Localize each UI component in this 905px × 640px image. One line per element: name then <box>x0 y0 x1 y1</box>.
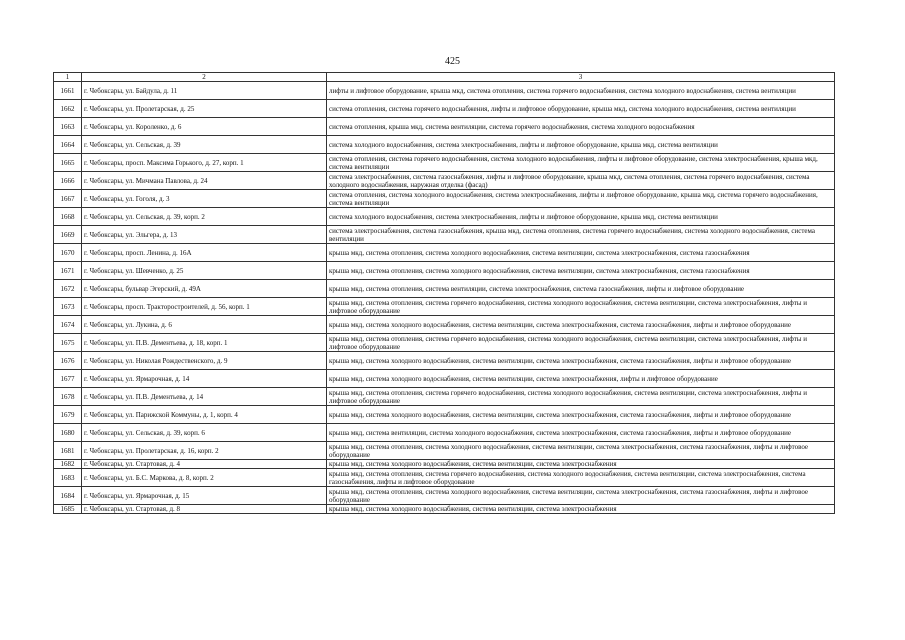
table-row <box>54 136 835 154</box>
row-address: г. Чебоксары, ул. Гоголя, д. 3 <box>82 190 327 208</box>
table-row <box>54 442 835 460</box>
row-address: г. Чебоксары, ул. Пролетарская, д. 16, корп. 2 <box>82 442 327 460</box>
row-works: крыша мкд, система отопления, система холодного водоснабжения, система вентиляции, система электроснабжения, система газоснабжения <box>327 262 835 280</box>
row-address: г. Чебоксары, ул. Стартовая, д. 8 <box>82 505 327 514</box>
row-address: г. Чебоксары, ул. Стартовая, д. 4 <box>82 460 327 469</box>
table-row <box>54 190 835 208</box>
row-works: крыша мкд, система отопления, система холодного водоснабжения, система вентиляции, система электроснабжения, система газоснабжения <box>327 244 835 262</box>
row-number: 1662 <box>54 100 82 118</box>
row-address: г. Чебоксары, ул. Сельская, д. 39 <box>82 136 327 154</box>
page-number: 425 <box>445 56 460 67</box>
row-address: г. Чебоксары, ул. Байдула, д. 11 <box>82 82 327 100</box>
table-row <box>54 226 835 244</box>
row-address: г. Чебоксары, ул. Сельская, д. 39, корп. 2 <box>82 208 327 226</box>
row-number: 1669 <box>54 226 82 244</box>
row-number: 1676 <box>54 352 82 370</box>
table-row <box>54 298 835 316</box>
table-row <box>54 334 835 352</box>
row-works: система отопления, система горячего водоснабжения, лифты и лифтовое оборудование, крыша мкд, система холодного водоснабжения, система вентиляции <box>327 100 835 118</box>
table-row <box>54 460 835 469</box>
row-number: 1684 <box>54 487 82 505</box>
table-row <box>54 316 835 334</box>
row-works: крыша мкд, система холодного водоснабжения, система вентиляции, система электроснабжения, система газоснабжения, лифты и лифтовое оборудование <box>327 406 835 424</box>
row-number: 1678 <box>54 388 82 406</box>
table-row <box>54 505 835 514</box>
row-address: г. Чебоксары, просп. Ленина, д. 16А <box>82 244 327 262</box>
row-number: 1683 <box>54 469 82 487</box>
table-row <box>54 406 835 424</box>
row-address: г. Чебоксары, ул. П.В. Дементьева, д. 14 <box>82 388 327 406</box>
row-number: 1681 <box>54 442 82 460</box>
row-number: 1663 <box>54 118 82 136</box>
row-works: крыша мкд, система отопления, система вентиляции, система электроснабжения, система газоснабжения, лифты и лифтовое оборудование <box>327 280 835 298</box>
row-number: 1661 <box>54 82 82 100</box>
row-works: крыша мкд, система отопления, система холодного водоснабжения, система вентиляции, система электроснабжения, система газоснабжения, лифты и лифтовое оборудование <box>327 487 835 505</box>
row-number: 1671 <box>54 262 82 280</box>
table-row <box>54 118 835 136</box>
row-address: г. Чебоксары, ул. Сельская, д. 39, корп. 6 <box>82 424 327 442</box>
row-address: г. Чебоксары, ул. Ярмарочная, д. 15 <box>82 487 327 505</box>
housing-repair-table <box>53 72 835 514</box>
row-works: крыша мкд, система отопления, система горячего водоснабжения, система холодного водоснабжения, система вентиляции, система электроснабжения, лифты и лифтовое оборудование <box>327 334 835 352</box>
row-works: система электроснабжения, система газоснабжения, лифты и лифтовое оборудование, крыша мкд, система отопления, система горячего водоснабжения, система холодного водоснабжения, наружная отделка (фасад) <box>327 172 835 190</box>
row-works: крыша мкд, система отопления, система холодного водоснабжения, система вентиляции, система электроснабжения, система газоснабжения, лифты и лифтовое оборудование <box>327 442 835 460</box>
row-works: крыша мкд, система холодного водоснабжения, система вентиляции, система электроснабжения, лифты и лифтовое оборудование <box>327 370 835 388</box>
row-address: г. Чебоксары, ул. Мичмана Павлова, д. 24 <box>82 172 327 190</box>
row-number: 1675 <box>54 334 82 352</box>
row-works: система холодного водоснабжения, система электроснабжения, лифты и лифтовое оборудование, крыша мкд, система вентиляции <box>327 136 835 154</box>
row-works: система холодного водоснабжения, система электроснабжения, лифты и лифтовое оборудование, крыша мкд, система вентиляции <box>327 208 835 226</box>
row-works: лифты и лифтовое оборудование, крыша мкд, система отопления, система горячего водоснабжения, система холодного водоснабжения, система вентиляции <box>327 82 835 100</box>
row-number: 1679 <box>54 406 82 424</box>
table-row <box>54 100 835 118</box>
row-address: г. Чебоксары, ул. П.В. Дементьева, д. 18, корп. 1 <box>82 334 327 352</box>
row-number: 1670 <box>54 244 82 262</box>
header-col-address: 2 <box>82 73 327 82</box>
row-works: крыша мкд, система отопления, система горячего водоснабжения, система холодного водоснабжения, система вентиляции, система электроснабжения, лифты и лифтовое оборудование <box>327 388 835 406</box>
row-address: г. Чебоксары, ул. Парижской Коммуны, д. 1, корп. 4 <box>82 406 327 424</box>
row-works: крыша мкд, система холодного водоснабжения, система вентиляции, система электроснабжения <box>327 460 835 469</box>
row-address: г. Чебоксары, ул. Лукина, д. 6 <box>82 316 327 334</box>
row-works: крыша мкд, система вентиляции, система холодного водоснабжения, система электроснабжения, система газоснабжения, лифты и лифтовое оборудование <box>327 424 835 442</box>
row-works: система отопления, система горячего водоснабжения, система холодного водоснабжения, лифты и лифтовое оборудование, система электроснабжения, крыша мкд, система вентиляции <box>327 154 835 172</box>
row-works: крыша мкд, система холодного водоснабжения, система вентиляции, система электроснабжения <box>327 505 835 514</box>
header-col-number: 1 <box>54 73 82 82</box>
row-number: 1667 <box>54 190 82 208</box>
header-row <box>54 73 835 82</box>
row-number: 1674 <box>54 316 82 334</box>
row-works: система отопления, система холодного водоснабжения, система электроснабжения, лифты и лифтовое оборудование, крыша мкд, система горячего водоснабжения, система вентиляции <box>327 190 835 208</box>
row-works: крыша мкд, система холодного водоснабжения, система вентиляции, система электроснабжения, система газоснабжения, лифты и лифтовое оборудование <box>327 316 835 334</box>
row-address: г. Чебоксары, ул. Николая Рождественского, д. 9 <box>82 352 327 370</box>
table-row <box>54 208 835 226</box>
table-row <box>54 424 835 442</box>
row-number: 1677 <box>54 370 82 388</box>
header-col-works: 3 <box>327 73 835 82</box>
row-number: 1673 <box>54 298 82 316</box>
table-row <box>54 352 835 370</box>
row-address: г. Чебоксары, ул. Шевченко, д. 25 <box>82 262 327 280</box>
row-number: 1664 <box>54 136 82 154</box>
table-row <box>54 262 835 280</box>
row-address: г. Чебоксары, просп. Тракторостроителей, д. 56, корп. 1 <box>82 298 327 316</box>
table-row <box>54 82 835 100</box>
row-address: г. Чебоксары, просп. Максима Горького, д. 27, корп. 1 <box>82 154 327 172</box>
row-number: 1685 <box>54 505 82 514</box>
table-row <box>54 154 835 172</box>
table-row <box>54 487 835 505</box>
row-address: г. Чебоксары, ул. Пролетарская, д. 25 <box>82 100 327 118</box>
table-row <box>54 244 835 262</box>
row-address: г. Чебоксары, ул. Б.С. Маркова, д. 8, корп. 2 <box>82 469 327 487</box>
row-works: крыша мкд, система отопления, система горячего водоснабжения, система холодного водоснабжения, система вентиляции, система электроснабжения, система газоснабжения, лифты и лифтовое оборудование <box>327 469 835 487</box>
row-number: 1665 <box>54 154 82 172</box>
row-works: крыша мкд, система отопления, система горячего водоснабжения, система холодного водоснабжения, система вентиляции, система электроснабжения, лифты и лифтовое оборудование <box>327 298 835 316</box>
row-number: 1668 <box>54 208 82 226</box>
row-number: 1672 <box>54 280 82 298</box>
row-address: г. Чебоксары, ул. Ярмарочная, д. 14 <box>82 370 327 388</box>
table-row <box>54 172 835 190</box>
table-row <box>54 469 835 487</box>
row-address: г. Чебоксары, ул. Короленко, д. 6 <box>82 118 327 136</box>
row-address: г. Чебоксары, ул. Эльгера, д. 13 <box>82 226 327 244</box>
table-row <box>54 370 835 388</box>
table-row <box>54 388 835 406</box>
row-number: 1680 <box>54 424 82 442</box>
row-works: система отопления, крыша мкд, система вентиляции, система горячего водоснабжения, система холодного водоснабжения <box>327 118 835 136</box>
row-number: 1666 <box>54 172 82 190</box>
row-address: г. Чебоксары, бульвар Эгерский, д. 49А <box>82 280 327 298</box>
row-works: крыша мкд, система холодного водоснабжения, система вентиляции, система электроснабжения, система газоснабжения, лифты и лифтовое оборудование <box>327 352 835 370</box>
table-body <box>54 82 835 514</box>
row-works: система электроснабжения, система газоснабжения, крыша мкд, система отопления, система горячего водоснабжения, система холодного водоснабжения, система вентиляции <box>327 226 835 244</box>
table-row <box>54 280 835 298</box>
row-number: 1682 <box>54 460 82 469</box>
